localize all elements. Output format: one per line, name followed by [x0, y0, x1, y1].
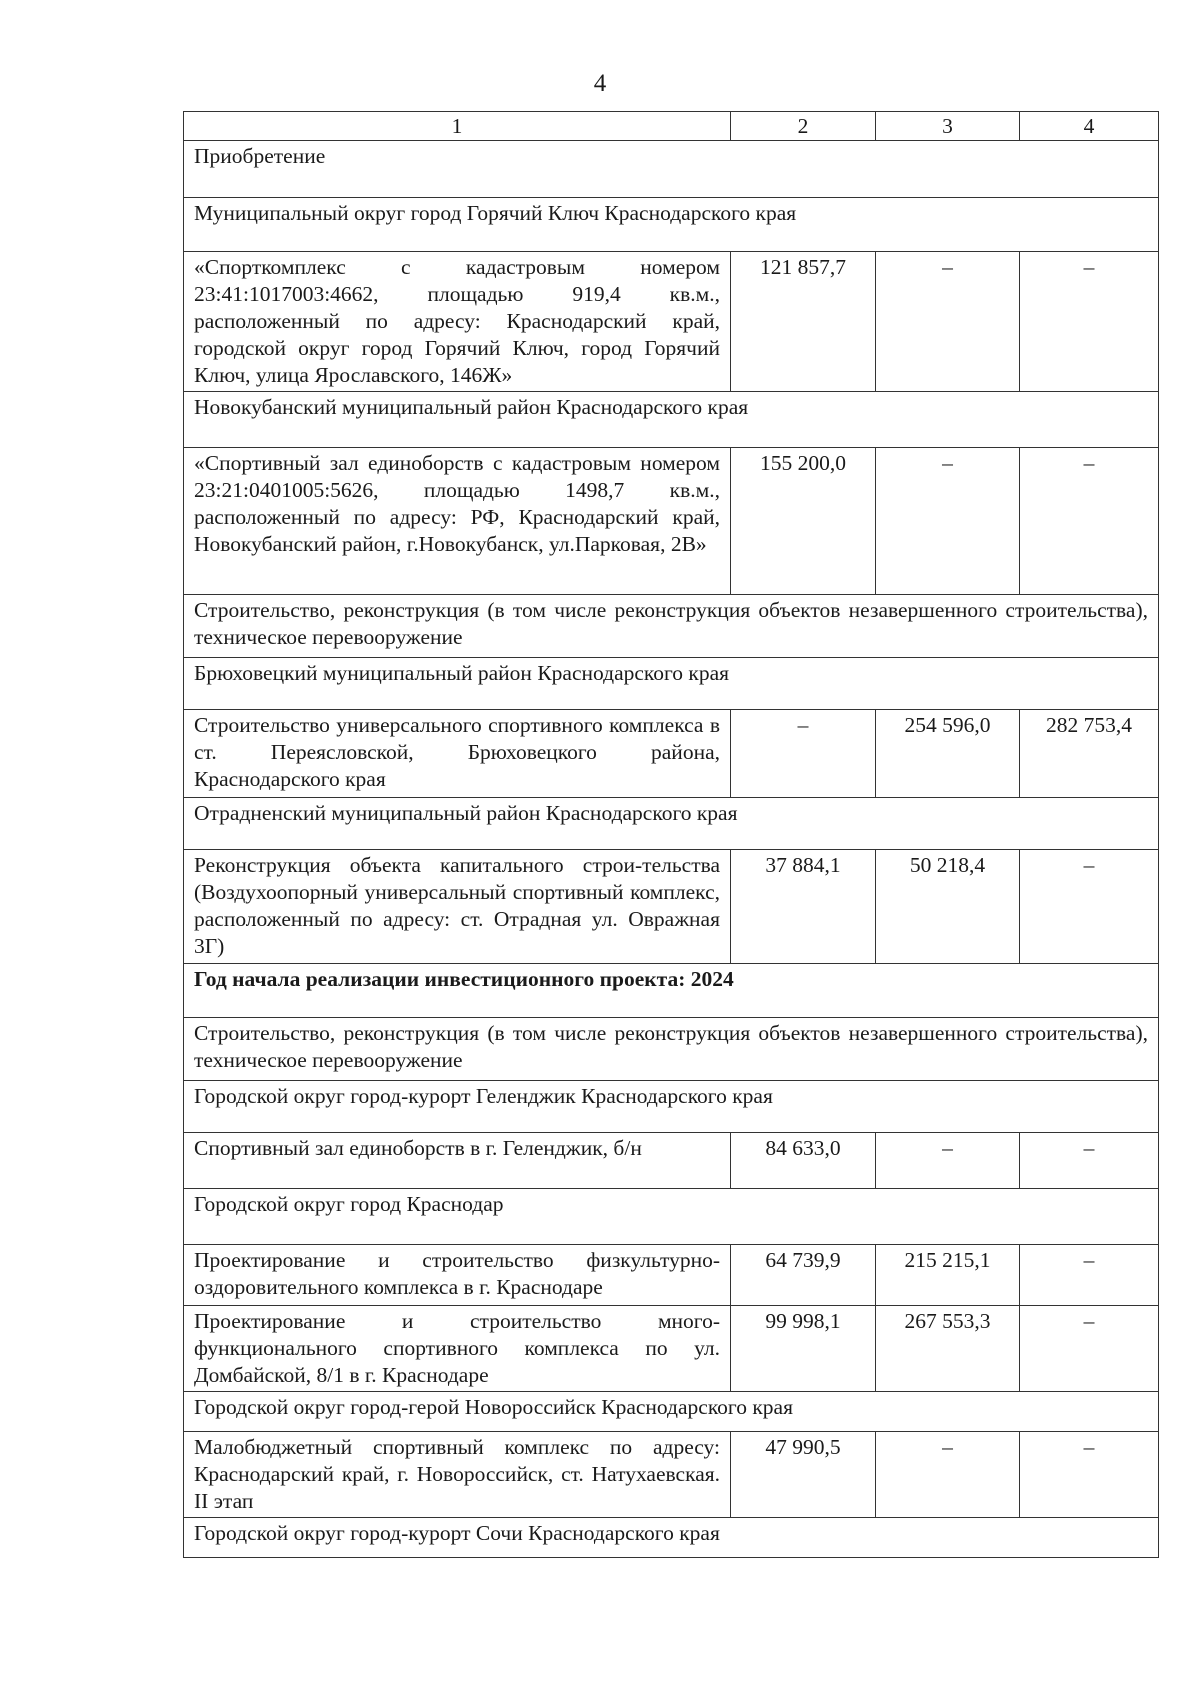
value-col-3: 267 553,3	[876, 1306, 1020, 1392]
object-name: Строительство универсального спортивного комплекса в ст. Переясловской, Брюховецкого района, Краснодарского края	[184, 710, 731, 798]
table-row	[184, 1133, 1159, 1189]
value-col-4: –	[1020, 850, 1159, 964]
section-label: Строительство, реконструкция (в том числе реконструкция объектов незавершенного строительства), техническое перевооружение	[184, 1018, 1159, 1081]
section-row	[184, 1081, 1159, 1133]
section-label: Отрадненский муниципальный район Краснодарского края	[184, 798, 1159, 850]
section-row	[184, 964, 1159, 1018]
object-name: «Спорткомплекс с кадастровым номером 23:41:1017003:4662, площадью 919,4 кв.м., расположенный по адресу: Краснодарский край, городской округ город Горячий Ключ, город Горячий Ключ, улица Ярославского, 146Ж»	[184, 252, 731, 392]
object-name: Проектирование и строительство много-функционального спортивного комплекса по ул. Домбайской, 8/1 в г. Краснодаре	[184, 1306, 731, 1392]
value-col-3: 254 596,0	[876, 710, 1020, 798]
section-row	[184, 1392, 1159, 1432]
table-row	[184, 448, 1159, 595]
object-name: «Спортивный зал единоборств с кадастровым номером 23:21:0401005:5626, площадью 1498,7 кв.м., расположенный по адресу: РФ, Краснодарский край, Новокубанский район, г.Новокубанск, ул.Парковая, 2В»	[184, 448, 731, 595]
section-row	[184, 198, 1159, 252]
section-label: Городской округ город-герой Новороссийск Краснодарского края	[184, 1392, 1159, 1432]
value-col-2: 37 884,1	[731, 850, 876, 964]
value-col-2: 99 998,1	[731, 1306, 876, 1392]
section-label: Городской округ город Краснодар	[184, 1189, 1159, 1245]
section-label: Муниципальный округ город Горячий Ключ Краснодарского края	[184, 198, 1159, 252]
value-col-3: –	[876, 448, 1020, 595]
value-col-2: 121 857,7	[731, 252, 876, 392]
value-col-3: –	[876, 1133, 1020, 1189]
value-col-4: 282 753,4	[1020, 710, 1159, 798]
section-row	[184, 658, 1159, 710]
header-col-4: 4	[1020, 112, 1159, 141]
header-col-3: 3	[876, 112, 1020, 141]
object-name: Малобюджетный спортивный комплекс по адресу: Краснодарский край, г. Новороссийск, ст. Натухаевская. II этап	[184, 1432, 731, 1518]
value-col-4: –	[1020, 1245, 1159, 1306]
section-row	[184, 798, 1159, 850]
value-col-2: 155 200,0	[731, 448, 876, 595]
value-col-3: –	[876, 1432, 1020, 1518]
header-row	[184, 112, 1159, 141]
table-row	[184, 252, 1159, 392]
value-col-3: 50 218,4	[876, 850, 1020, 964]
value-col-2: 64 739,9	[731, 1245, 876, 1306]
object-name: Спортивный зал единоборств в г. Геленджик, б/н	[184, 1133, 731, 1189]
value-col-3: –	[876, 252, 1020, 392]
section-label: Приобретение	[184, 141, 1159, 198]
section-label: Новокубанский муниципальный район Краснодарского края	[184, 392, 1159, 448]
object-name: Реконструкция объекта капитального строи-тельства (Воздухоопорный универсальный спортивный комплекс, расположенный по адресу: ст. Отрадная ул. Овражная 3Г)	[184, 850, 731, 964]
section-label: Строительство, реконструкция (в том числе реконструкция объектов незавершенного строительства), техническое перевооружение	[184, 595, 1159, 658]
value-col-4: –	[1020, 1432, 1159, 1518]
object-name: Проектирование и строительство физкультурно-оздоровительного комплекса в г. Краснодаре	[184, 1245, 731, 1306]
value-col-2: 84 633,0	[731, 1133, 876, 1189]
section-row	[184, 1518, 1159, 1558]
table-row	[184, 1432, 1159, 1518]
header-col-1: 1	[184, 112, 731, 141]
value-col-2: –	[731, 710, 876, 798]
table-row	[184, 850, 1159, 964]
section-label: Брюховецкий муниципальный район Краснодарского края	[184, 658, 1159, 710]
value-col-4: –	[1020, 1306, 1159, 1392]
project-year-heading: Год начала реализации инвестиционного проекта: 2024	[184, 964, 1159, 1018]
page-number: 4	[593, 70, 607, 97]
section-row	[184, 392, 1159, 448]
section-label: Городской округ город-курорт Сочи Краснодарского края	[184, 1518, 1159, 1558]
table-row	[184, 1245, 1159, 1306]
investment-table	[183, 111, 1159, 1558]
table-row	[184, 710, 1159, 798]
value-col-4: –	[1020, 1133, 1159, 1189]
value-col-4: –	[1020, 448, 1159, 595]
value-col-4: –	[1020, 252, 1159, 392]
header-col-2: 2	[731, 112, 876, 141]
section-row	[184, 1189, 1159, 1245]
section-row	[184, 141, 1159, 198]
section-row	[184, 595, 1159, 658]
section-row	[184, 1018, 1159, 1081]
section-label: Городской округ город-курорт Геленджик Краснодарского края	[184, 1081, 1159, 1133]
table-row	[184, 1306, 1159, 1392]
value-col-2: 47 990,5	[731, 1432, 876, 1518]
value-col-3: 215 215,1	[876, 1245, 1020, 1306]
